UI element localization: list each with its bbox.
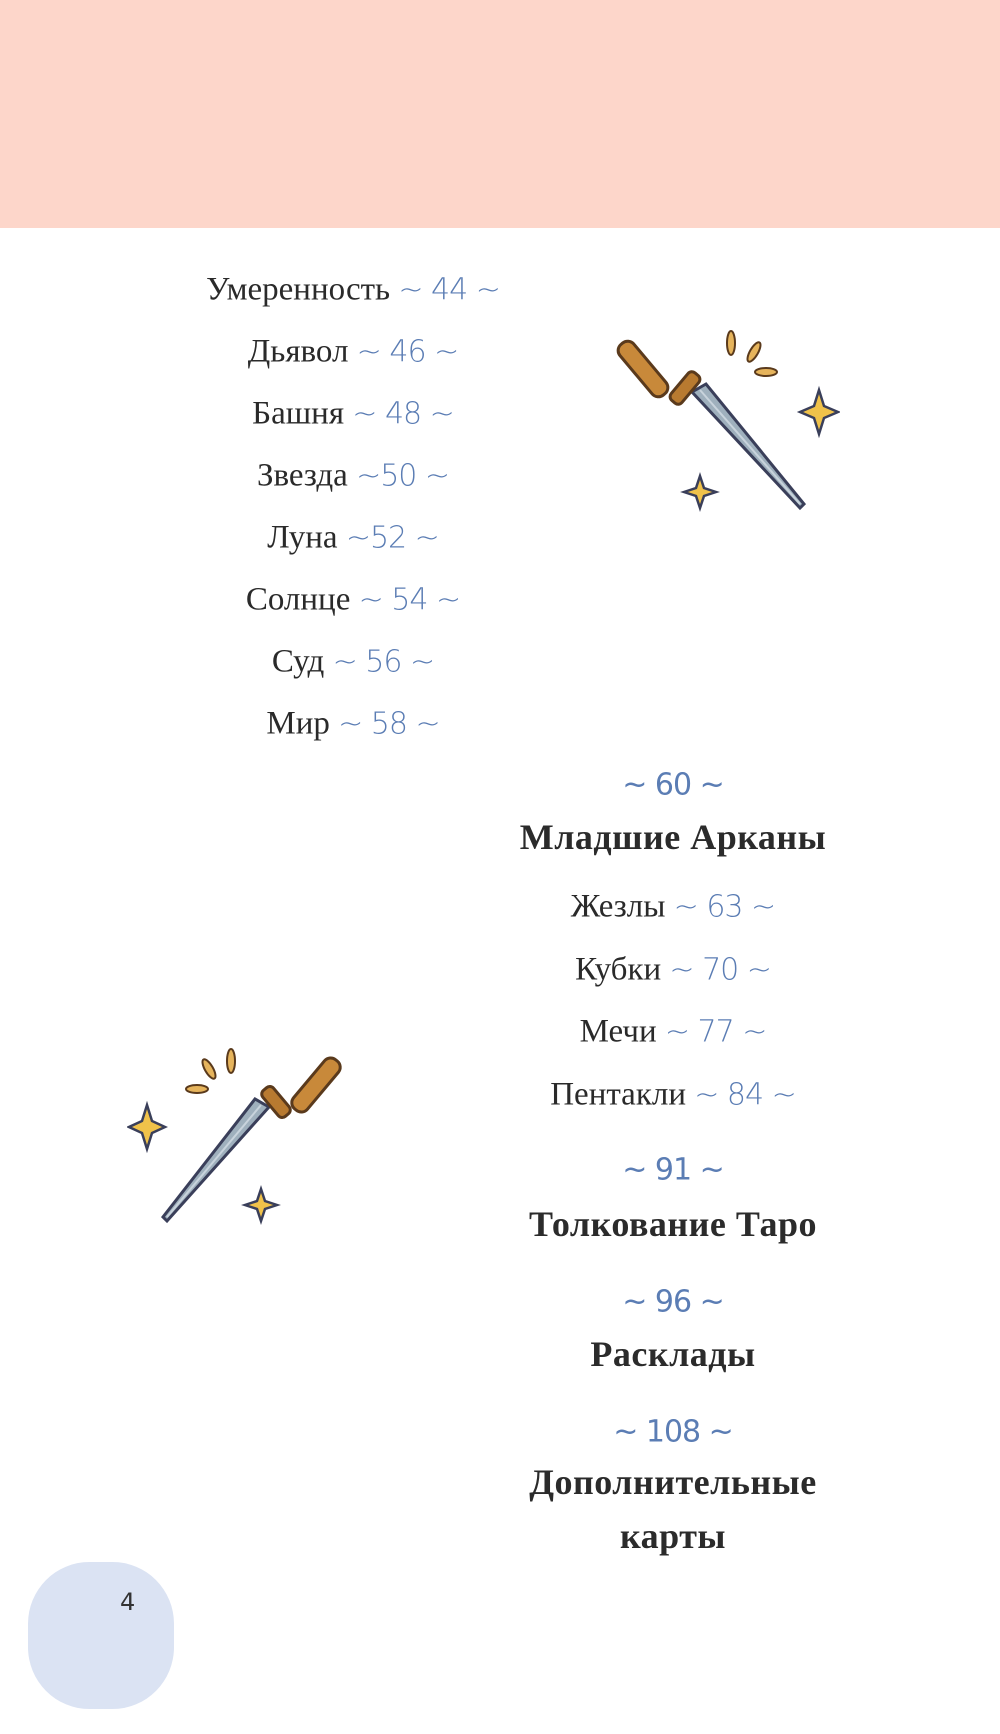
section-title[interactable]: Толкование Таро: [528, 1204, 818, 1244]
section-page: ~ 91 ~: [622, 1152, 724, 1188]
entry-title: Солнце: [245, 581, 351, 618]
entry-title: Жезлы: [570, 888, 666, 925]
entry-page: ~ 63 ~: [673, 889, 776, 925]
entry-title: Звезда: [256, 457, 348, 494]
entry-title: Мир: [266, 705, 330, 742]
section-page: ~ 60 ~: [622, 767, 724, 803]
section-page: ~ 108 ~: [613, 1414, 733, 1450]
toc-entry[interactable]: [272, 644, 434, 681]
entry-title: Башня: [252, 395, 345, 432]
dagger-icon: [127, 1045, 343, 1233]
entry-page: ~ 46 ~: [356, 334, 459, 370]
toc-entry[interactable]: [252, 396, 454, 433]
entry-page: ~ 58 ~: [338, 706, 440, 742]
entry-title: Кубки: [575, 951, 662, 988]
entry-title: Дьявол: [247, 333, 349, 370]
entry-title: Пентакли: [550, 1076, 686, 1113]
entry-page: ~52 ~: [345, 520, 439, 556]
header-band: [0, 0, 1000, 228]
toc-entry[interactable]: [571, 889, 775, 926]
entry-page: ~ 56 ~: [332, 644, 435, 680]
toc-entry[interactable]: [248, 334, 458, 371]
toc-entry[interactable]: [246, 582, 460, 619]
toc-entry[interactable]: [550, 1077, 796, 1114]
entry-page: ~ 77 ~: [664, 1014, 767, 1050]
page-number-badge: [28, 1562, 174, 1709]
entry-page: ~ 70 ~: [669, 952, 771, 988]
toc-entry[interactable]: [206, 272, 500, 309]
entry-page: ~ 48 ~: [352, 396, 454, 432]
section-title[interactable]: Младшие Арканы: [519, 817, 827, 857]
entry-page: ~ 54 ~: [358, 582, 461, 618]
toc-entry[interactable]: [257, 458, 449, 495]
section-title[interactable]: Дополнительные: [529, 1462, 817, 1502]
toc-entry[interactable]: [580, 1014, 767, 1051]
entry-page: ~ 44 ~: [398, 272, 500, 308]
entry-title: Мечи: [579, 1013, 657, 1050]
entry-title: Суд: [271, 643, 325, 680]
section-title-line2: карты: [619, 1516, 727, 1556]
dagger-icon: [614, 326, 840, 520]
entry-page: ~ 84 ~: [694, 1077, 796, 1113]
entry-title: Умеренность: [206, 271, 391, 308]
section-title[interactable]: Расклады: [590, 1334, 756, 1374]
toc-entry[interactable]: [575, 952, 771, 989]
toc-entry[interactable]: [266, 706, 439, 743]
entry-title: Луна: [267, 519, 338, 556]
page-number: 4: [120, 1588, 136, 1616]
entry-page: ~50 ~: [356, 458, 450, 494]
toc-entry[interactable]: [267, 520, 439, 557]
section-page: ~ 96 ~: [622, 1284, 724, 1320]
